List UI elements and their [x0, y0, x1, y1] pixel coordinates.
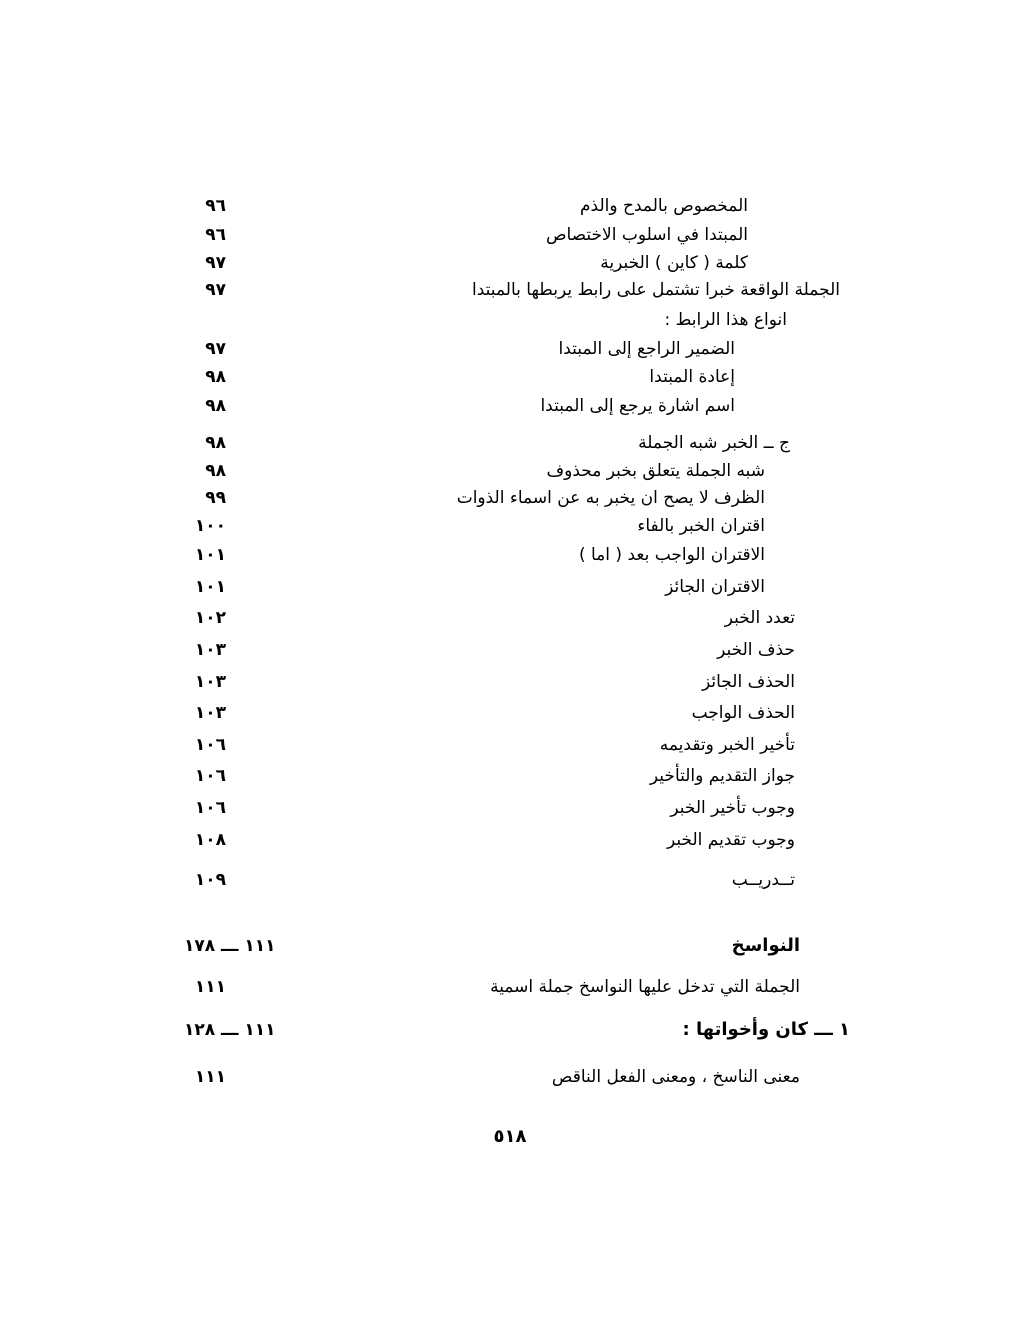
- toc-entry-title: تعدد الخبر: [724, 608, 795, 628]
- toc-section-title: ١ ـــ كان وأخواتها :: [682, 1019, 850, 1040]
- toc-row: [0, 335, 1020, 363]
- toc-entry-title: انواع هذا الرابط :: [664, 310, 787, 330]
- toc-row: [0, 512, 1020, 540]
- toc-section-row: [0, 932, 1020, 960]
- toc-section-title: النواسخ: [731, 935, 800, 956]
- toc-entry-page: ٩٧: [205, 253, 226, 273]
- toc-entry-title: الاقتران الواجب بعد ( اما ): [578, 545, 765, 565]
- toc-entry-title: الحذف الجائز: [702, 672, 795, 692]
- toc-row: [0, 573, 1020, 601]
- toc-entry-title: الحذف الواجب: [691, 703, 795, 723]
- toc-row: [0, 429, 1020, 457]
- toc-row: [0, 762, 1020, 790]
- toc-entry-title: الجملة التي تدخل عليها النواسخ جملة اسمية: [490, 977, 800, 997]
- toc-entry-title: المخصوص بالمدح والذم: [580, 196, 748, 216]
- toc-entry-page: ١٠٨: [194, 830, 226, 850]
- toc-entry-page: ٩٨: [205, 433, 226, 453]
- toc-entry-title: الجملة الواقعة خبرا تشتمل على رابط يربطها بالمبتدا: [472, 280, 840, 300]
- toc-entry-title: تــدريــب: [731, 870, 795, 890]
- toc-entry-page: ٩٦: [205, 225, 226, 245]
- toc-entry-title: الظرف لا يصح ان يخبر به عن اسماء الذوات: [456, 488, 765, 508]
- toc-row: [0, 668, 1020, 696]
- toc-entry-title: وجوب تقديم الخبر: [667, 830, 795, 850]
- toc-entry-page: ١٠٠: [194, 516, 226, 536]
- toc-row: [0, 731, 1020, 759]
- toc-entry-title: إعادة المبتدا: [649, 367, 735, 387]
- toc-entry-title: ج ــ الخبر شبه الجملة: [638, 433, 790, 453]
- toc-entry-title: اسم اشارة يرجع إلى المبتدا: [540, 396, 735, 416]
- toc-row: [0, 973, 1020, 1001]
- toc-entry-page: ٩٦: [205, 196, 226, 216]
- toc-entry-page: ٩٨: [205, 367, 226, 387]
- toc-entry-page: ١٠٣: [194, 640, 226, 660]
- toc-row: [0, 604, 1020, 632]
- toc-row: [0, 306, 1020, 334]
- toc-row: [0, 636, 1020, 664]
- toc-entry-title: جواز التقديم والتأخير: [649, 766, 795, 786]
- toc-entry-title: اقتران الخبر بالفاء: [637, 516, 765, 536]
- toc-entry-title: حذف الخبر: [717, 640, 795, 660]
- toc-row: [0, 699, 1020, 727]
- toc-row: [0, 1063, 1020, 1091]
- toc-row: [0, 363, 1020, 391]
- toc-entry-page: ١٠٦: [194, 735, 226, 755]
- toc-section-page-range: ١١١ ـــ ١٢٨: [184, 1020, 276, 1040]
- toc-entry-page: ١٠٣: [194, 703, 226, 723]
- toc-entry-page: ٩٧: [205, 339, 226, 359]
- toc-row: [0, 794, 1020, 822]
- toc-entry-page: ١٠٩: [194, 870, 226, 890]
- toc-entry-page: ١١١: [194, 1067, 226, 1087]
- toc-entry-page: ٩٩: [205, 488, 226, 508]
- toc-entry-page: ١٠٣: [194, 672, 226, 692]
- toc-row: [0, 249, 1020, 277]
- toc-entry-title: معنى الناسخ ، ومعنى الفعل الناقص: [551, 1067, 800, 1087]
- toc-entry-page: ١٠٦: [194, 798, 226, 818]
- toc-row: [0, 221, 1020, 249]
- toc-entry-page: ١١١: [194, 977, 226, 997]
- toc-section-row: [0, 1016, 1020, 1044]
- toc-entry-title: المبتدا في اسلوب الاختصاص: [545, 225, 748, 245]
- toc-row: [0, 192, 1020, 220]
- toc-entry-page: ٩٨: [205, 461, 226, 481]
- toc-entry-title: الضمير الراجع إلى المبتدا: [558, 339, 735, 359]
- toc-entry-title: كلمة ( كاين ) الخبرية: [600, 253, 748, 273]
- toc-section-page-range: ١١١ ـــ ١٧٨: [184, 936, 276, 956]
- toc-entry-title: الاقتران الجائز: [665, 577, 765, 597]
- toc-entry-page: ١٠١: [194, 545, 226, 565]
- toc-row: [0, 457, 1020, 485]
- toc-row: [0, 392, 1020, 420]
- toc-entry-page: ١٠٢: [194, 608, 226, 628]
- toc-row: [0, 484, 1020, 512]
- page-number: ٥١٨: [493, 1126, 527, 1147]
- toc-entry-title: وجوب تأخير الخبر: [670, 798, 795, 818]
- toc-entry-page: ١٠٦: [194, 766, 226, 786]
- toc-entry-page: ٩٨: [205, 396, 226, 416]
- toc-entry-page: ١٠١: [194, 577, 226, 597]
- toc-row: [0, 866, 1020, 894]
- toc-entry-page: ٩٧: [205, 280, 226, 300]
- toc-entry-title: شبه الجملة يتعلق بخبر محذوف: [546, 461, 765, 481]
- toc-row: [0, 826, 1020, 854]
- toc-row: [0, 276, 1020, 304]
- toc-entry-title: تأخير الخبر وتقديمه: [659, 735, 795, 755]
- toc-row: [0, 541, 1020, 569]
